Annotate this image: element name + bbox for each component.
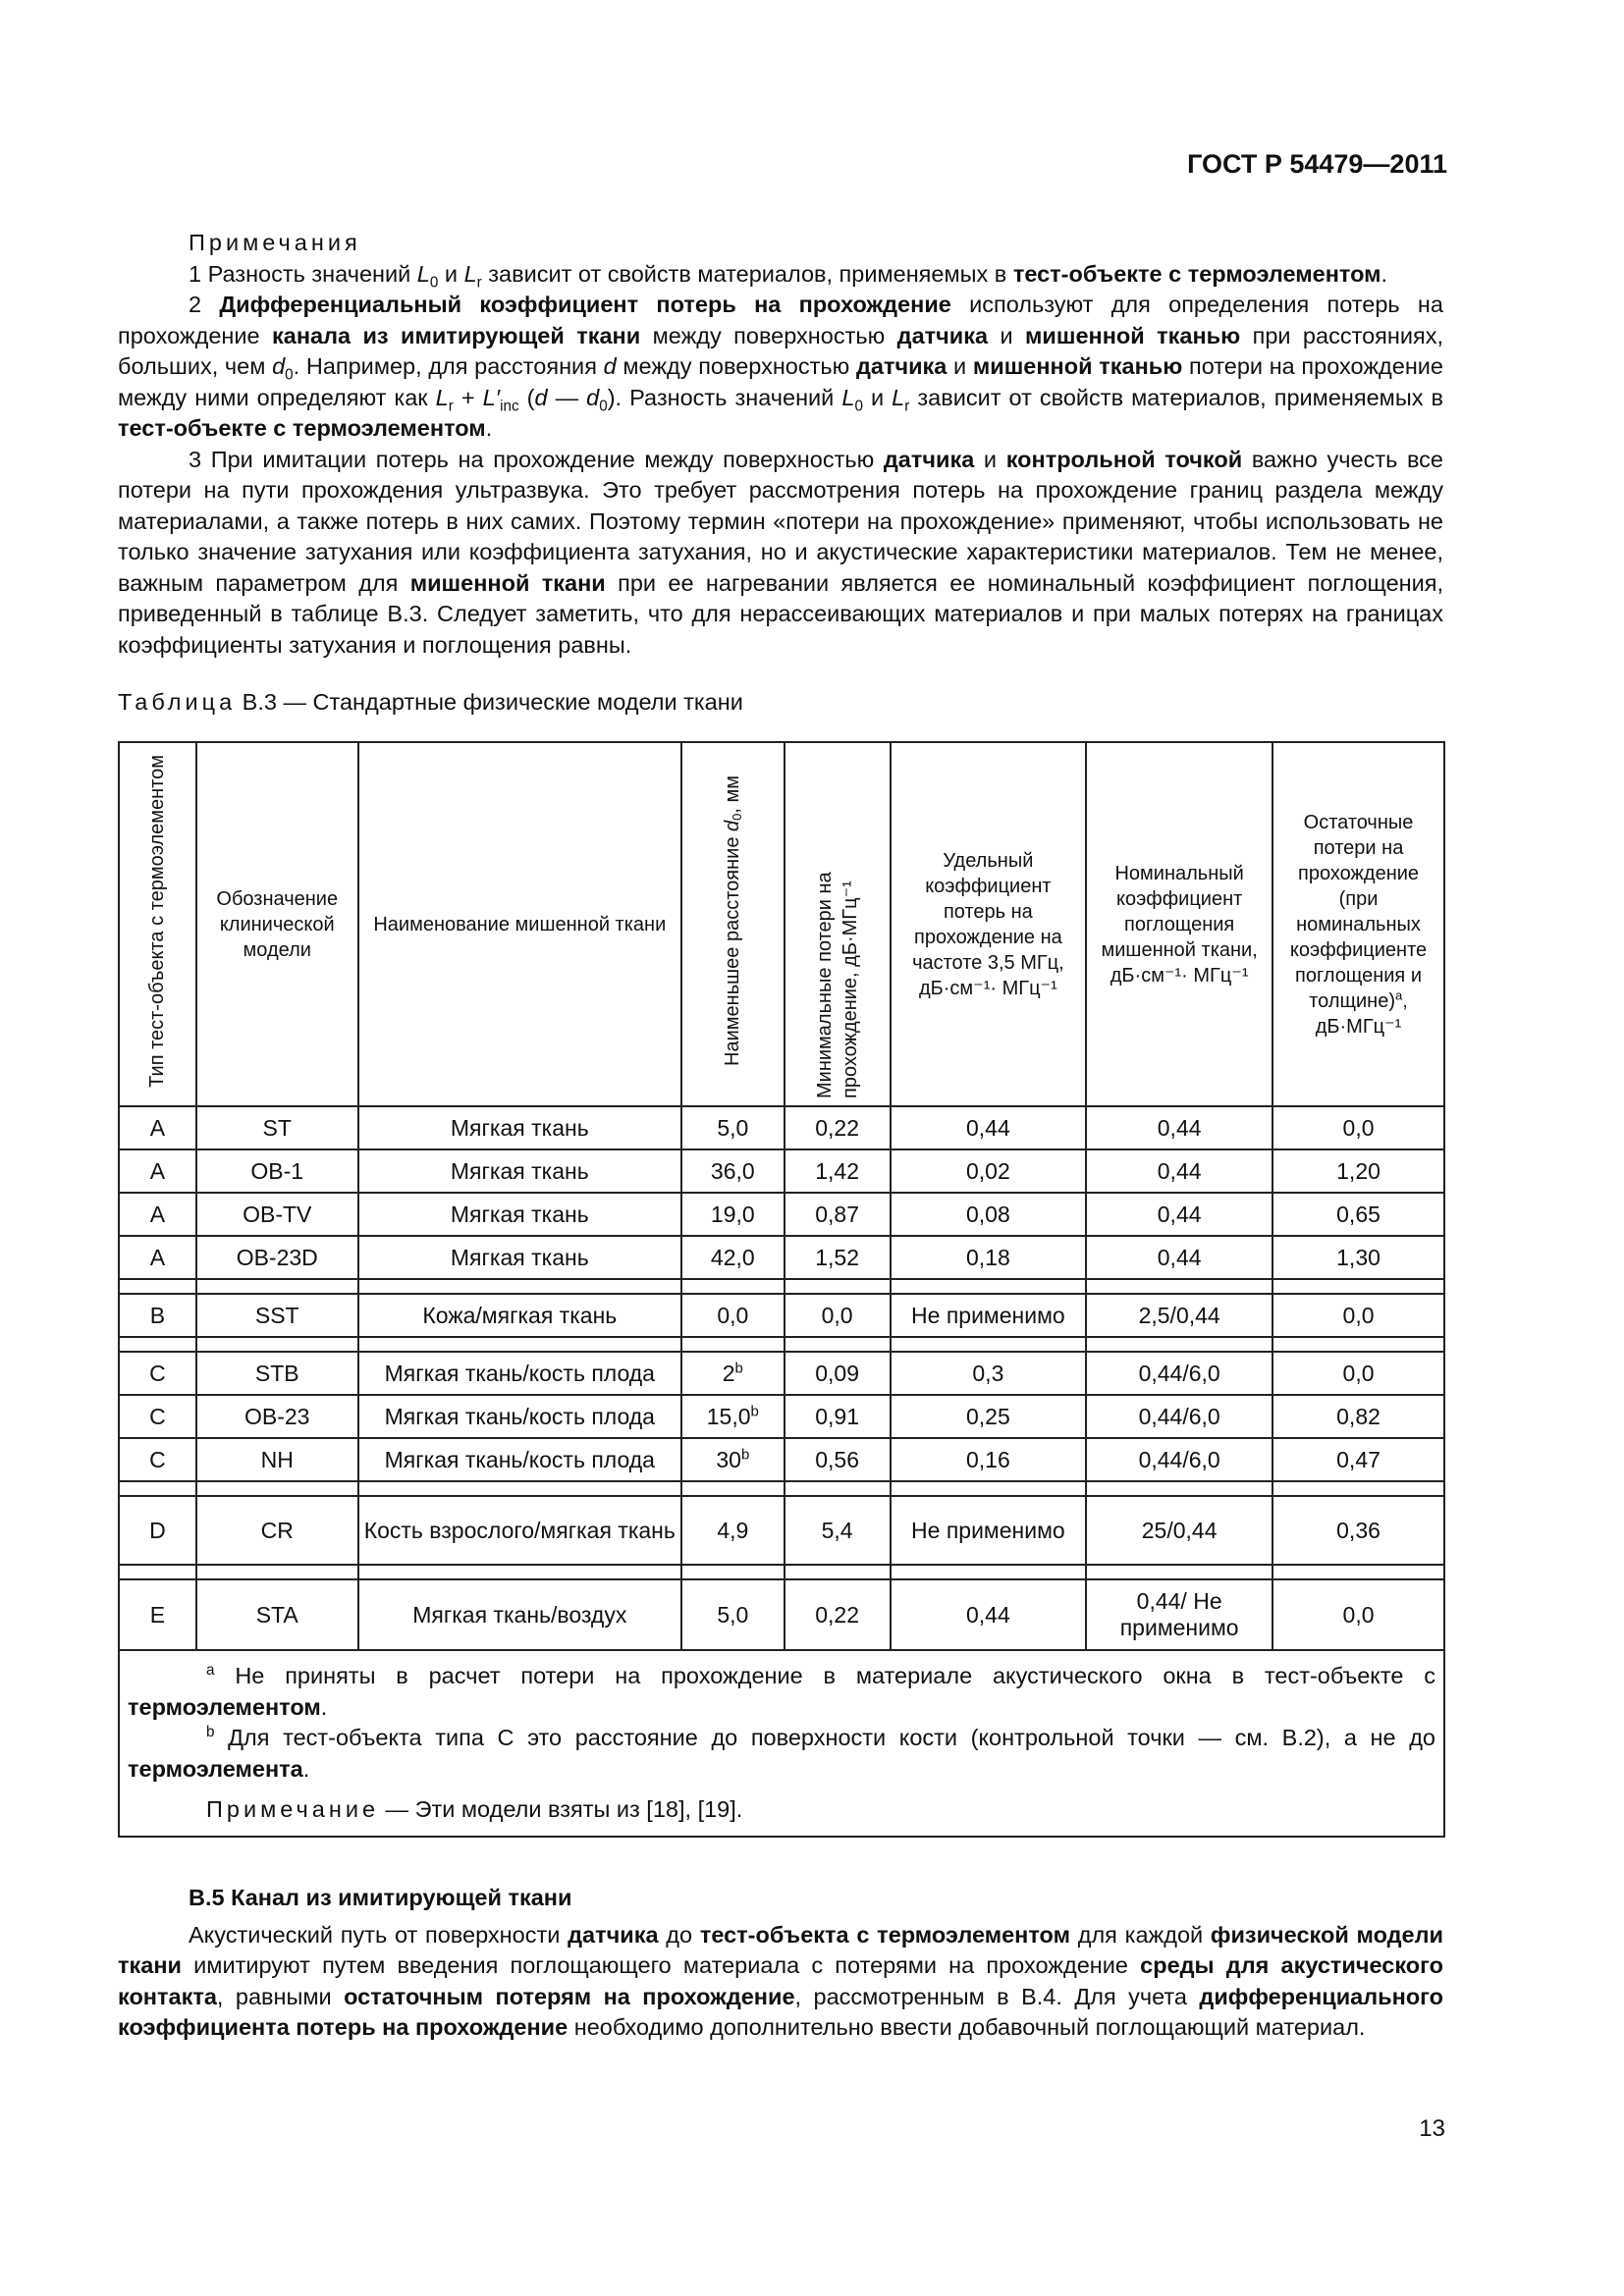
table-cell: 1,30 bbox=[1272, 1236, 1444, 1279]
note-3: 3 При имитации потерь на прохождение между поверхностью датчика и контрольной точкой важно учесть все потери на пути прохождения ультразвука. Это требует рассмотрения потерь на прохождение границ раздела между материалами, а также потерь в них самих. Поэтому термин «потери на прохождение» применяют, чтобы использовать не только значение затухания или коэффициента затухания, но и акустические характеристики материалов. Тем не менее, важным параметром для мишенной ткани при ее нагревании является ее номинальный коэффициент поглощения, приведенный в таблице В.3. Следует заметить, что для нерассеивающих материалов и при малых потерях на границах коэффициенты затухания и поглощения равны. bbox=[118, 446, 1444, 658]
table-cell: 0,44/6,0 bbox=[1086, 1352, 1272, 1395]
table-cell: 0,25 bbox=[891, 1395, 1087, 1438]
table-cell bbox=[119, 1650, 1444, 1837]
table-cell: 0,16 bbox=[891, 1438, 1087, 1481]
section-paragraph: Акустический путь от поверхности датчика до тест-объекта с термоэлементом для каждой физической модели ткани имитируют путем введения поглощающего материала с потерями на прохождение среды для акустического контакта, равными остаточным потерям на прохождение, рассмотренным в В.4. Для учета дифференциального коэффициента потерь на прохождение необходимо дополнительно ввести добавочный поглощающий материал. bbox=[118, 1921, 1444, 2040]
table-cell: Мягкая ткань/кость плода bbox=[358, 1352, 681, 1395]
table-cell: 0,44 bbox=[1086, 1106, 1272, 1149]
table-row bbox=[119, 1496, 1444, 1565]
table-cell bbox=[785, 1337, 891, 1352]
table-header-row bbox=[119, 742, 1444, 1106]
table-cell bbox=[1272, 1565, 1444, 1579]
table-cell bbox=[1272, 1279, 1444, 1294]
page-number: 13 bbox=[1419, 2115, 1445, 2142]
table-cell: 19,0 bbox=[681, 1193, 785, 1236]
table-cell bbox=[196, 1481, 358, 1496]
table-row bbox=[119, 1438, 1444, 1481]
footnote-a: $^a$ Не приняты в расчет потери на прохождение в материале акустического окна в тест-объекте с термоэлементом. bbox=[128, 1662, 1435, 1720]
table-cell bbox=[1086, 1481, 1272, 1496]
table-cell: 0,44 bbox=[1086, 1193, 1272, 1236]
table-cell bbox=[196, 1565, 358, 1579]
table-cell bbox=[358, 1481, 681, 1496]
table-cell: 0,44 bbox=[1086, 1236, 1272, 1279]
col-header-residual-loss: Остаточные потери на прохождение (при номинальных коэффициенте поглощения и толщине)$^a$, дБ·МГц⁻¹ bbox=[1272, 742, 1444, 1106]
table-cell: Мягкая ткань bbox=[358, 1106, 681, 1149]
table-cell bbox=[119, 1279, 196, 1294]
table-cell: 0,44 bbox=[891, 1106, 1087, 1149]
table-cell: 0,0 bbox=[1272, 1352, 1444, 1395]
table-cell: 1,20 bbox=[1272, 1149, 1444, 1193]
table-cell: A bbox=[119, 1193, 196, 1236]
table-cell: D bbox=[119, 1496, 196, 1565]
table-cell: OB-23 bbox=[196, 1395, 358, 1438]
table-spacer-row bbox=[119, 1279, 1444, 1294]
table-cell bbox=[681, 1481, 785, 1496]
table-cell: 15,0$^b$ bbox=[681, 1395, 785, 1438]
table-cell: 0,87 bbox=[785, 1193, 891, 1236]
table-cell bbox=[891, 1481, 1087, 1496]
table-cell: A bbox=[119, 1236, 196, 1279]
footnote-b: $^b$ Для тест-объекта типа С это расстояние до поверхности кости (контрольной точки — см. В.2), а не до термоэлемента. bbox=[128, 1724, 1435, 1782]
table-cell: ST bbox=[196, 1106, 358, 1149]
table-caption: Таблица В.3 — Стандартные физические модели ткани bbox=[118, 689, 743, 715]
table-cell: SST bbox=[196, 1294, 358, 1337]
section-title: В.5 Канал из имитирующей ткани bbox=[189, 1885, 572, 1910]
table-cell: 25/0,44 bbox=[1086, 1496, 1272, 1565]
table-row bbox=[119, 1106, 1444, 1149]
table-cell bbox=[891, 1279, 1087, 1294]
table-cell: Мягкая ткань bbox=[358, 1149, 681, 1193]
table-row bbox=[119, 1395, 1444, 1438]
table-cell: Мягкая ткань bbox=[358, 1236, 681, 1279]
table-cell: STA bbox=[196, 1579, 358, 1650]
table-cell: CR bbox=[196, 1496, 358, 1565]
table-cell bbox=[1272, 1481, 1444, 1496]
table-cell: 0,36 bbox=[1272, 1496, 1444, 1565]
table-cell bbox=[1086, 1565, 1272, 1579]
table-cell: 0,08 bbox=[891, 1193, 1087, 1236]
table-row bbox=[119, 1579, 1444, 1650]
table-cell: 0,3 bbox=[891, 1352, 1087, 1395]
notes-title: Примечания bbox=[189, 230, 361, 255]
table-cell: E bbox=[119, 1579, 196, 1650]
table-cell bbox=[891, 1337, 1087, 1352]
table-cell: Кожа/мягкая ткань bbox=[358, 1294, 681, 1337]
table-cell bbox=[358, 1565, 681, 1579]
table-cell bbox=[785, 1565, 891, 1579]
table-cell: 0,0 bbox=[1272, 1294, 1444, 1337]
table-row bbox=[119, 1236, 1444, 1279]
table-cell: 36,0 bbox=[681, 1149, 785, 1193]
table-cell: 0,44/6,0 bbox=[1086, 1438, 1272, 1481]
table-cell: 0,18 bbox=[891, 1236, 1087, 1279]
table-cell: C bbox=[119, 1395, 196, 1438]
table-cell: Мягкая ткань/воздух bbox=[358, 1579, 681, 1650]
table-cell: C bbox=[119, 1438, 196, 1481]
table-cell: Кость взрослого/мягкая ткань bbox=[358, 1496, 681, 1565]
table-cell bbox=[196, 1279, 358, 1294]
table-row bbox=[119, 1352, 1444, 1395]
table-cell: 0,82 bbox=[1272, 1395, 1444, 1438]
table-cell: 0,44 bbox=[891, 1579, 1087, 1650]
table-cell bbox=[681, 1565, 785, 1579]
col-header-tissue: Наименование мишенной ткани bbox=[358, 742, 681, 1106]
table-cell: 0,44/6,0 bbox=[1086, 1395, 1272, 1438]
table-cell: OB-TV bbox=[196, 1193, 358, 1236]
col-header-nominal-absorption: Номинальный коэффициент поглощения мишенной ткани, дБ·см⁻¹· МГц⁻¹ bbox=[1086, 742, 1272, 1106]
table-cell: Не применимо bbox=[891, 1496, 1087, 1565]
table-cell bbox=[119, 1481, 196, 1496]
table-cell: 0,0 bbox=[1272, 1106, 1444, 1149]
table-row bbox=[119, 1193, 1444, 1236]
col-header-d0: Наименьшее расстояние $d_0$, мм bbox=[681, 742, 785, 1106]
table-cell: 0,44 bbox=[1086, 1149, 1272, 1193]
table-cell bbox=[358, 1337, 681, 1352]
table-cell bbox=[1086, 1279, 1272, 1294]
table-cell bbox=[196, 1337, 358, 1352]
table-cell: B bbox=[119, 1294, 196, 1337]
table-cell: STB bbox=[196, 1352, 358, 1395]
table-cell: Мягкая ткань bbox=[358, 1193, 681, 1236]
table-cell bbox=[681, 1337, 785, 1352]
table-cell: 0,09 bbox=[785, 1352, 891, 1395]
table-cell: 1,52 bbox=[785, 1236, 891, 1279]
table-cell bbox=[119, 1565, 196, 1579]
table-cell: 1,42 bbox=[785, 1149, 891, 1193]
table-cell: 30$^b$ bbox=[681, 1438, 785, 1481]
col-header-type: Тип тест-объекта с термоэлементом bbox=[119, 742, 196, 1106]
table-row bbox=[119, 1294, 1444, 1337]
col-header-min-loss: Минимальные потери на прохождение, дБ·МГц⁻¹ bbox=[785, 742, 891, 1106]
col-header-specific-loss: Удельный коэффициент потерь на прохождение на частоте 3,5 МГц, дБ·см⁻¹· МГц⁻¹ bbox=[891, 742, 1087, 1106]
table-cell: A bbox=[119, 1106, 196, 1149]
table-cell: OB-23D bbox=[196, 1236, 358, 1279]
table-cell: 0,65 bbox=[1272, 1193, 1444, 1236]
table-cell: 0,56 bbox=[785, 1438, 891, 1481]
table-cell: OB-1 bbox=[196, 1149, 358, 1193]
table-cell: 5,0 bbox=[681, 1106, 785, 1149]
table-cell: 4,9 bbox=[681, 1496, 785, 1565]
col-header-code: Обозначение клинической модели bbox=[196, 742, 358, 1106]
table-cell: 5,0 bbox=[681, 1579, 785, 1650]
note-2: 2 Дифференциальный коэффициент потерь на прохождение используют для определения потерь на прохождение канала из имитирующей ткани между поверхностью датчика и мишенной тканью при расстояниях, больших, чем $d_0$. Например, для расстояния d между поверхностью датчика и мишенной тканью потери на прохождение между ними определяют как $L_r + L'_{inc}$ (d — $d_0$). Разность значений $L_0$ и $L_r$ зависит от свойств материалов, применяемых в тест-объекте с термоэлементом. bbox=[118, 292, 1444, 441]
table-cell: 42,0 bbox=[681, 1236, 785, 1279]
table-cell bbox=[681, 1279, 785, 1294]
table-cell: 0,0 bbox=[681, 1294, 785, 1337]
table-cell: 0,91 bbox=[785, 1395, 891, 1438]
table-cell: 0,22 bbox=[785, 1106, 891, 1149]
table-cell: Мягкая ткань/кость плода bbox=[358, 1438, 681, 1481]
table-cell bbox=[358, 1279, 681, 1294]
table-cell: 0,44/ Не применимо bbox=[1086, 1579, 1272, 1650]
table-spacer-row bbox=[119, 1565, 1444, 1579]
table-cell: NH bbox=[196, 1438, 358, 1481]
table-cell: 5,4 bbox=[785, 1496, 891, 1565]
table-cell bbox=[891, 1565, 1087, 1579]
table-cell: 0,0 bbox=[1272, 1579, 1444, 1650]
table-cell: 2,5/0,44 bbox=[1086, 1294, 1272, 1337]
table-cell: Мягкая ткань/кость плода bbox=[358, 1395, 681, 1438]
table-footnotes-row bbox=[119, 1650, 1444, 1837]
table-cell: Не применимо bbox=[891, 1294, 1087, 1337]
table-cell: 0,22 bbox=[785, 1579, 891, 1650]
table-cell: 0,47 bbox=[1272, 1438, 1444, 1481]
tissue-models-table bbox=[118, 741, 1445, 1838]
table-cell bbox=[785, 1279, 891, 1294]
table-cell: 2$^b$ bbox=[681, 1352, 785, 1395]
table-spacer-row bbox=[119, 1337, 1444, 1352]
table-cell: A bbox=[119, 1149, 196, 1193]
table-spacer-row bbox=[119, 1481, 1444, 1496]
table-row bbox=[119, 1149, 1444, 1193]
note-1: 1 Разность значений $L_0$ и $L_r$ зависит от свойств материалов, применяемых в тест-объекте с термоэлементом. bbox=[189, 260, 1388, 292]
table-cell bbox=[785, 1481, 891, 1496]
table-cell bbox=[1086, 1337, 1272, 1352]
table-cell: 0,02 bbox=[891, 1149, 1087, 1193]
table-cell: 0,0 bbox=[785, 1294, 891, 1337]
notes-block bbox=[118, 228, 1443, 661]
table-cell bbox=[1272, 1337, 1444, 1352]
table-cell: C bbox=[119, 1352, 196, 1395]
table-note: Примечание — Эти модели взяты из [18], [19]. bbox=[206, 1796, 743, 1822]
table-cell bbox=[119, 1337, 196, 1352]
standard-code-header: ГОСТ Р 54479—2011 bbox=[1187, 149, 1447, 179]
section-b5 bbox=[118, 1883, 1443, 2044]
